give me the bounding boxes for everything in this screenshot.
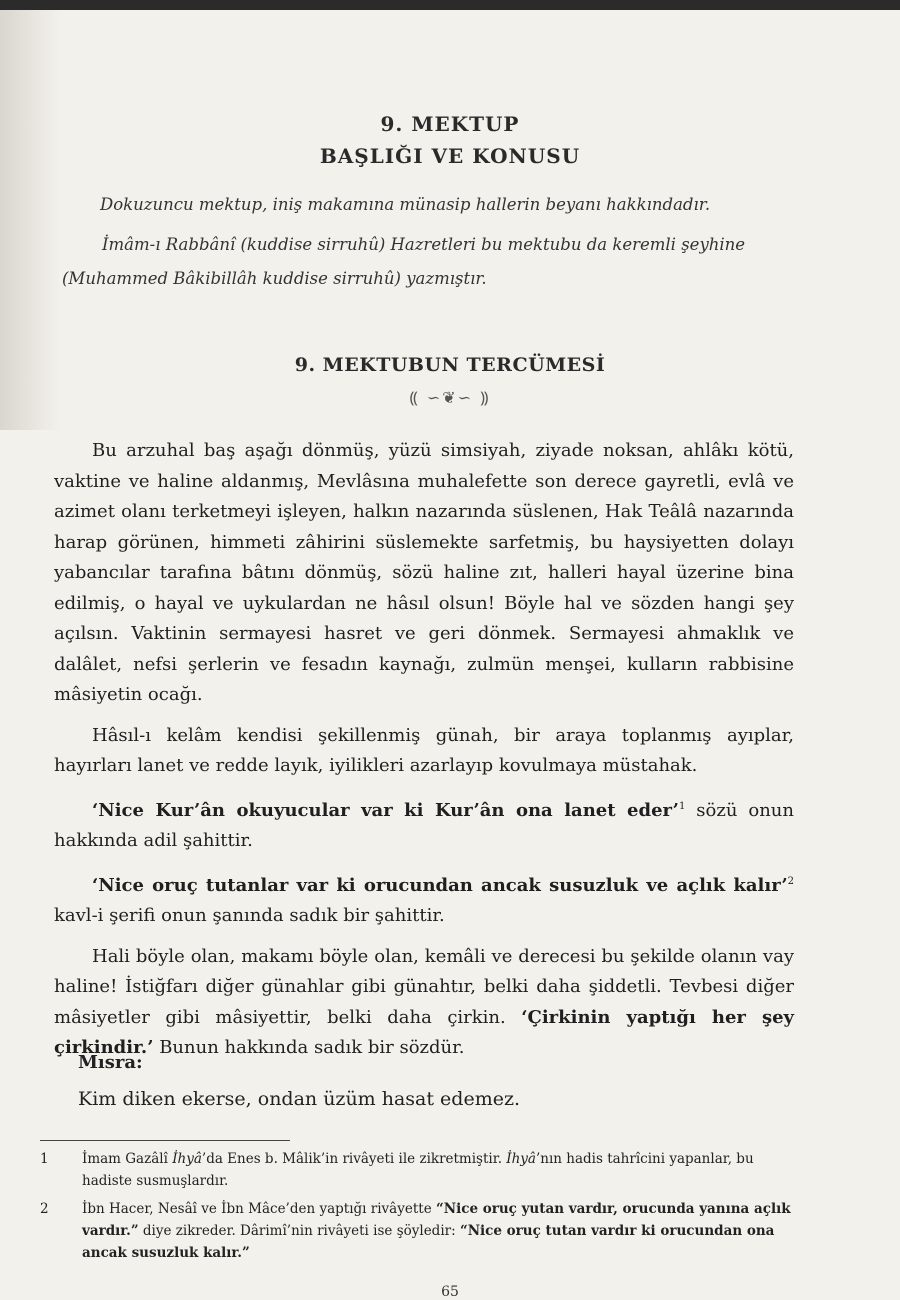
footnote-number: 2 <box>40 1201 49 1217</box>
fn-italic: İhyâ <box>172 1151 202 1167</box>
fn-italic: İhyâ <box>506 1151 536 1167</box>
ornament-divider: ⸨ ∽❦∽ ⸩ <box>409 388 491 407</box>
quote-bold: ‘Nice Kur’ân okuyucular var ki Kur’ân ona lanet eder’ <box>92 799 679 821</box>
fn-text-part: İbn Hacer, Nesâî ve İbn Mâce’den yaptığı rivâyette <box>82 1201 436 1217</box>
paragraph-5-rest: Bunun hakkında sadık bir sözdür. <box>153 1037 465 1058</box>
paragraph-2: Hâsıl-ı kelâm kendisi şekillenmiş günah, bir araya toplanmış ayıplar, hayırları lanet ve redde layık, iyilikleri azarlayıp kovulmaya müstahak. <box>54 724 794 776</box>
letter-title: 9. MEKTUP <box>380 112 520 136</box>
paragraph-3 <box>54 792 794 857</box>
paragraph-3-rest: sözü onun hakkında adil şahittir. <box>54 799 794 851</box>
footnote-number: 1 <box>40 1151 49 1167</box>
quote-bold: ‘Nice oruç tutanlar var ki orucundan ancak susuzluk ve açlık kalır’ <box>92 874 788 896</box>
footnote-text <box>82 1198 800 1264</box>
footnote-divider <box>40 1140 290 1141</box>
paragraph-4 <box>54 867 794 932</box>
section-title: 9. MEKTUBUN TERCÜMESİ <box>294 354 606 376</box>
fn-bold: “Nice oruç yutan vardır, orucunda yanına açlık vardır.” <box>82 1201 791 1239</box>
misra-verse: Kim diken ekerse, ondan üzüm hasat edemez. <box>78 1088 521 1110</box>
fn-text-part: ’da Enes b. Mâlik’in rivâyeti ile zikretmiştir. <box>201 1151 507 1167</box>
footnote-text <box>82 1148 800 1192</box>
fn-text-part: ’nın hadis tahrîcini yapanlar, bu hadiste susmuşlardır. <box>82 1151 754 1189</box>
paragraph-1: Bu arzuhal baş aşağı dönmüş, yüzü simsiyah, ziyade noksan, ahlâkı kötü, vaktine ve haline aldanmış, Mevlâsına muhalefette son derece gayretli, evlâ ve azimet olanı terketmeyi işleyen, halkın nazarında süslenen, Hak Teâlâ nazarında harap görünen, himmeti zâhirini süslemekte sarfetmiş, bu haysiyetten dolayı yabancılar tarafına bâtını dönmüş, sözü haline zıt, halleri hayal üzerine bina edilmiş, o hayal ve uykulardan ne hâsıl olsun! Böyle hal ve sözden hangi şey açılsın. Vaktinin sermayesi hasret ve geri dönmek. Sermayesi ahmaklık ve dalâlet, nefsi şerlerin ve fesadın kaynağı, zulmün menşei, kulların rabbisine mâsiyetin ocağı. <box>54 440 794 705</box>
page-number: 65 <box>441 1284 459 1300</box>
letter-subtitle: BAŞLIĞI VE KONUSU <box>319 144 581 168</box>
footnote-1 <box>40 1148 800 1192</box>
intro-paragraph-2: İmâm-ı Rabbânî (kuddise sirruhû) Hazretleri bu mektubu da keremli şeyhine (Muhammed Bâkibillâh kuddise sirruhû) yazmıştır. <box>62 235 746 288</box>
paragraph-4-rest: kavl-i şerifi onun şanında sadık bir şahittir. <box>54 905 445 926</box>
intro-paragraph-1: Dokuzuncu mektup, iniş makamına münasip hallerin beyanı hakkındadır. <box>100 195 711 214</box>
footnotes <box>40 1148 800 1270</box>
footnote-ref-2[interactable]: 2 <box>787 875 794 887</box>
footnote-2 <box>40 1198 800 1264</box>
paragraph-5-start: Hali böyle olan, makamı böyle olan, kemâli ve derecesi bu şekilde olanın vay haline! İstiğfarı diğer günahlar gibi günahtır, belki daha şiddetli. Tevbesi diğer mâsiyetler gibi mâsiyettir, belki daha çirkin. <box>54 945 794 1028</box>
quote-bold: ‘Çirkinin yaptığı her şey çirkindir.’ <box>54 1006 794 1058</box>
fn-bold: “Nice oruç tutan vardır ki orucundan ona ancak susuzluk kalır.” <box>82 1223 775 1261</box>
footnote-ref-1[interactable]: 1 <box>678 800 686 812</box>
paragraph-5 <box>54 942 794 1064</box>
fn-text-part: diye zikreder. Dârimî’nin rivâyeti ise şöyledir: <box>138 1223 460 1239</box>
main-text <box>54 436 794 1074</box>
fn-text-part: İmam Gazâlî <box>82 1151 173 1167</box>
misra-heading: Mısra: <box>78 1052 143 1073</box>
